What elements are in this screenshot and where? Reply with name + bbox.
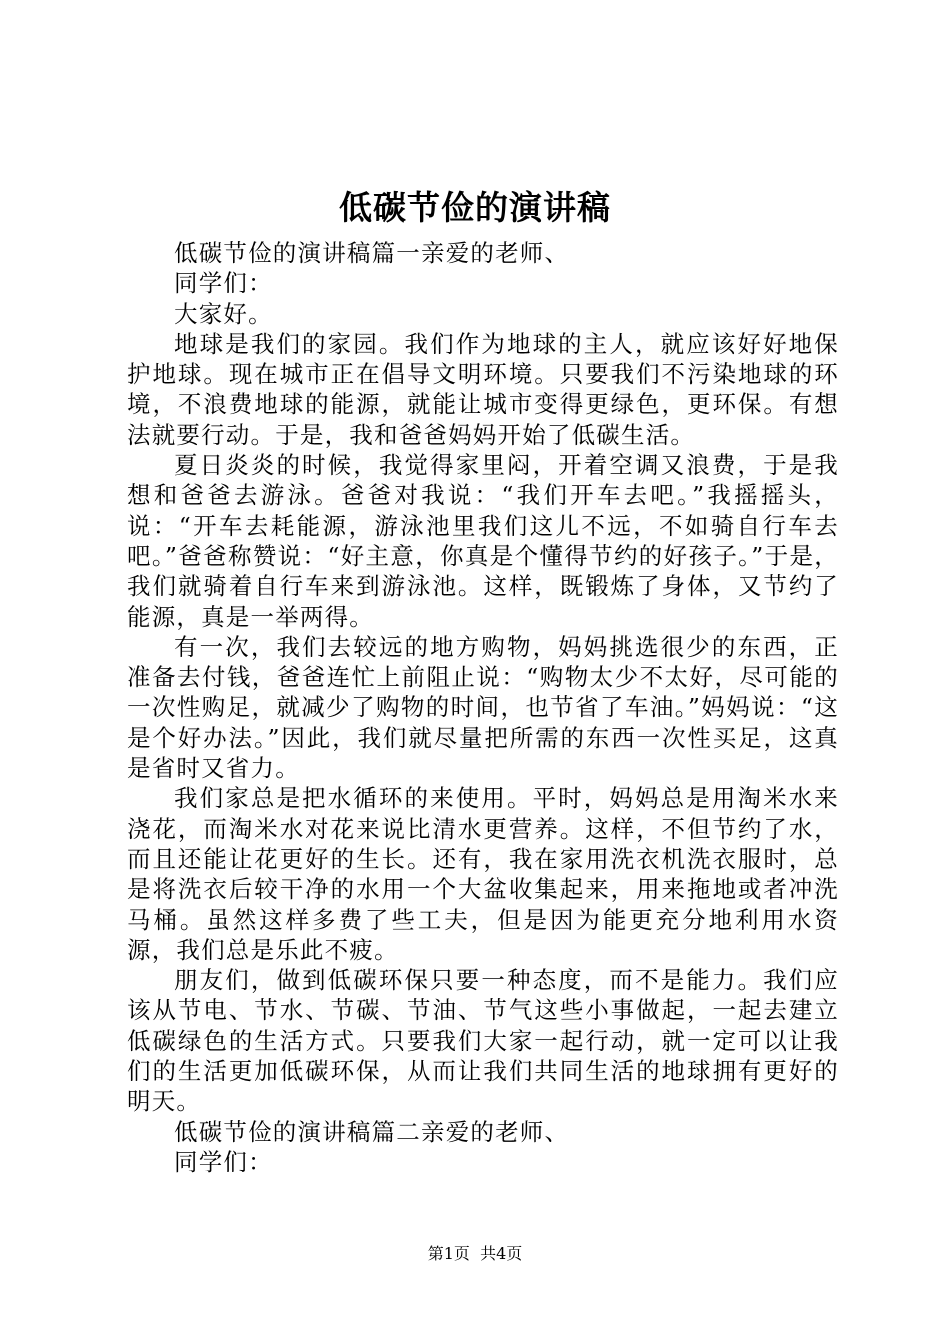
document-title: 低碳节俭的演讲稿: [339, 188, 611, 227]
paragraph: 我们家总是把水循环的来使用。平时，妈妈总是用淘米水来浇花，而淘米水对花来说比清水更营养。这样，不但节约了水，而且还能让花更好的生长。还有，我在家用洗衣机洗衣服时，总是将洗衣后较干净的水用一个大盆收集起来，用来拖地或者冲洗马桶。虽然这样多费了些工夫，但是因为能更充分地利用水资源，我们总是乐此不疲。: [127, 784, 839, 964]
paragraph: 地球是我们的家园。我们作为地球的主人，就应该好好地保护地球。现在城市正在倡导文明环境。只要我们不污染地球的环境，不浪费地球的能源，就能让城市变得更绿色，更环保。有想法就要行动。于是，我和爸爸妈妈开始了低碳生活。: [127, 329, 839, 449]
paragraph: 低碳节俭的演讲稿篇二亲爱的老师、: [174, 1117, 570, 1146]
paragraph: 同学们：: [174, 1147, 273, 1176]
paragraph: 朋友们，做到低碳环保只要一种态度，而不是能力。我们应该从节电、节水、节碳、节油、节气这些小事做起，一起去建立低碳绿色的生活方式。只要我们大家一起行动，就一定可以让我们的生活更加低碳环保，从而让我们共同生活的地球拥有更好的明天。: [127, 966, 839, 1116]
paragraph: 有一次，我们去较远的地方购物，妈妈挑选很少的东西，正准备去付钱，爸爸连忙上前阻止说：“购物太少不太好，尽可能的一次性购足，就减少了购物的时间，也节省了车油。”妈妈说：“这是个好办法。”因此，我们就尽量把所需的东西一次性买足，这真是省时又省力。: [127, 632, 839, 783]
document-body: [127, 238, 839, 1177]
paragraph: 夏日炎炎的时候，我觉得家里闷，开着空调又浪费，于是我想和爸爸去游泳。爸爸对我说：“我们开车去吧。”我摇摇头，说：“开车去耗能源，游泳池里我们这儿不远，不如骑自行车去吧。”爸爸称赞说：“好主意，你真是个懂得节约的好孩子。”于是，我们就骑着自行车来到游泳池。这样，既锻炼了身体，又节约了能源，真是一举两得。: [127, 451, 839, 631]
paragraph: 大家好。: [174, 299, 273, 328]
paragraph: 同学们：: [174, 269, 273, 298]
page-footer: 第1页 共4页: [427, 1244, 523, 1263]
paragraph: 低碳节俭的演讲稿篇一亲爱的老师、: [174, 239, 570, 267]
